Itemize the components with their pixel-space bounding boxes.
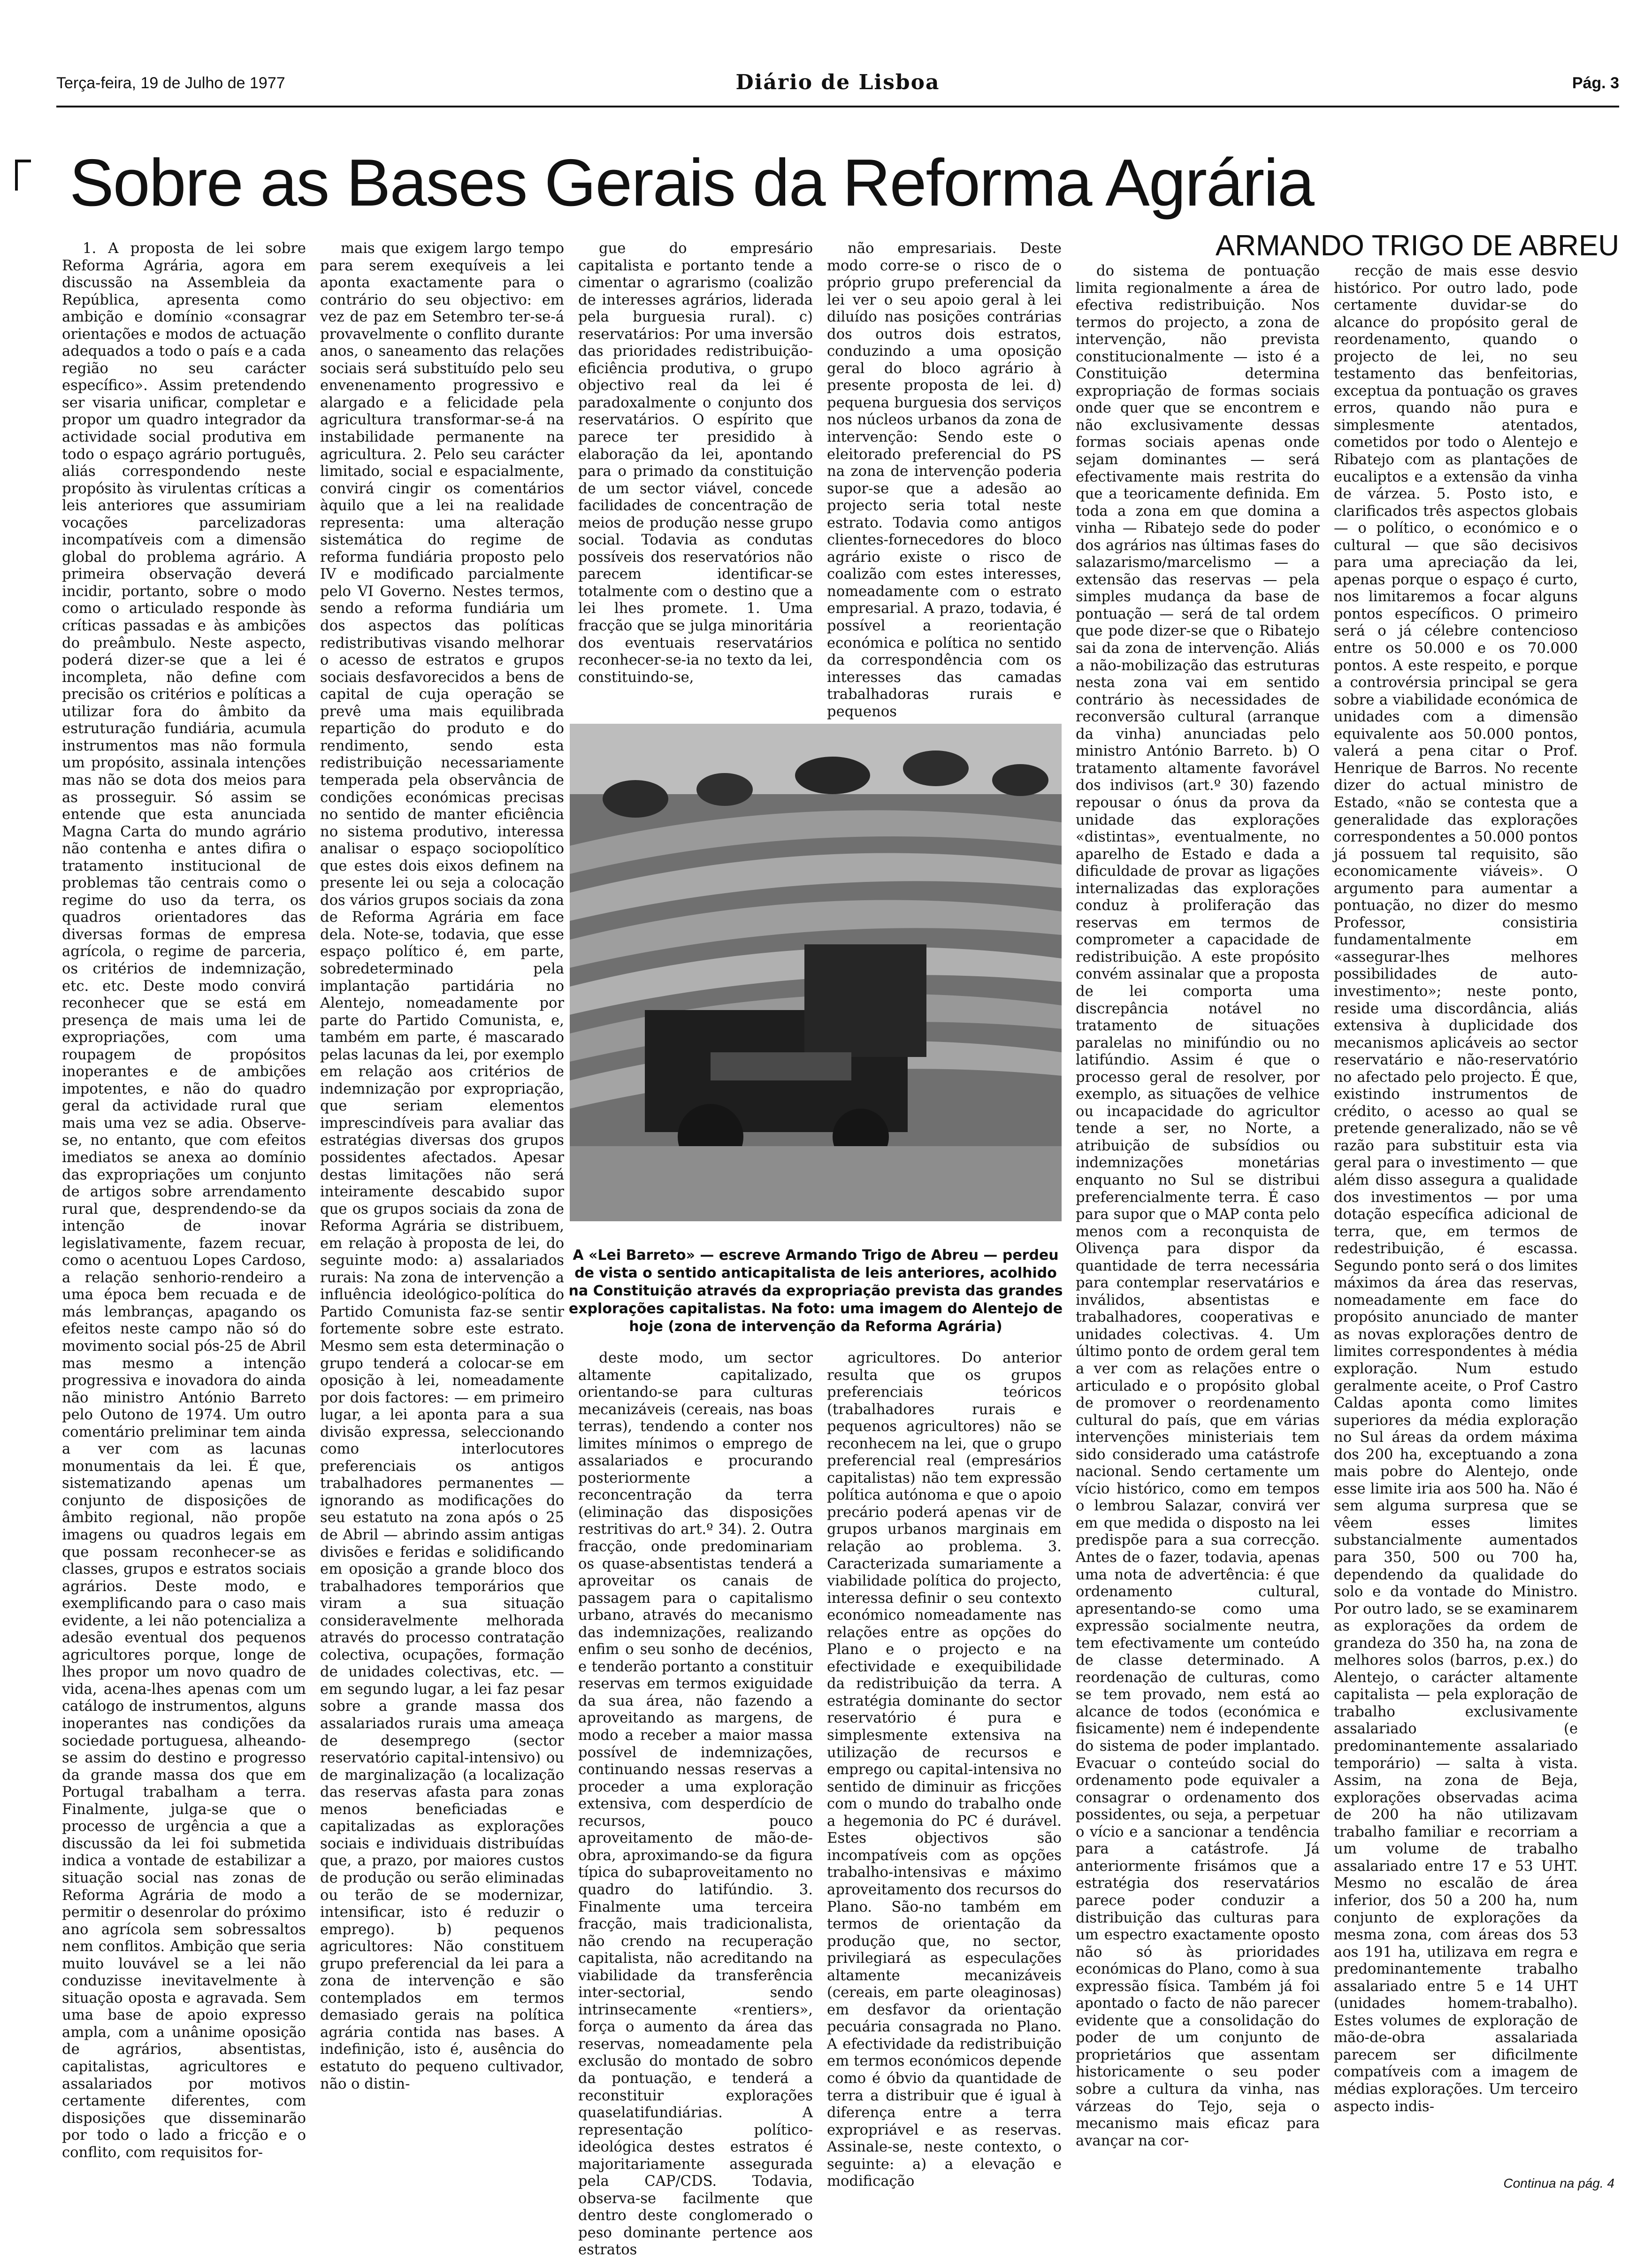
column-2-text: mais que exigem largo tempo para serem exequíveis a lei aponta exactamente para o contrário do seu objectivo: em vez de paz em Setembro ter-se-á provavelmente o conflito durante anos, o saneamento das relações sociais será substituído pelo seu envenenamento progressivo e alargado e a felicidade pela agricultura transformar-se-á na instabilidade permanente na agricultura. 2. Pelo seu carácter limitado, social e espacialmente, convirá cingir os comentários àquilo que a lei na realidade representa: uma alteração sistemática do regime de reforma fundiária proposto pelo IV e modificado parcialmente pelo VI Governo. Nestes termos, sendo a reforma fundiária um dos aspectos das políticas redistributivas visando melhorar o acesso de estratos e grupos sociais desfavorecidos a bens de capital de cuja operação se prevê uma mais equilibrada repartição do produto e do rendimento, sendo esta redistribuição necessariamente temperada pela observância de condições económicas precisas no sentido de manter eficiência no sistema produtivo, interessa analisar o espaço sociopolítico que estes dois eixos definem na presente lei ou seja a colocação dos vários grupos sociais da zona de Reforma Agrária em face dela. Note-se, todavia, que esse espaço político é, em parte, sobredeterminado pela implantação partidária no Alentejo, nomeadamente por parte do Partido Comunista, e, também em parte, é mascarado pelas lacunas da lei, por exemplo em relação aos critérios de indemnização por expropriação, que seriam elementos imprescindíveis para avaliar das estratégias diversas dos grupos possidentes afectados. Apesar destas limitações não será inteiramente descabido supor que os grupos sociais da zona de Reforma Agrária se distribuem, em relação à proposta de lei, do seguinte modo: a) assalariados rurais: Na zona de intervenção a influência ideológico-política do Partido Comunista faz-se sentir fortemente sobre este estrato. Mesmo sem esta determinação o grupo tenderá a colocar-se em oposição à lei, nomeadamente por dois factores: — em primeiro lugar, a lei aponta para a sua divisão expressa, seleccionando como interlocutores preferenciais os antigos trabalhadores permanentes — ignorando as modificações do seu estatuto na zona após o 25 de Abril — abrindo assim antigas divisões e feridas e solidificando em oposição a grande bloco dos trabalhadores temporários que viram a sua situação consideravelmente melhorada através do processo contratação colectiva, ocupações, formação de unidades colectivas, etc. — em segundo lugar, a lei faz pesar sobre a grande massa dos assalariados rurais uma ameaça de desemprego (sector reservatório capital-intensivo) ou de marginalização (a localização das reservas afasta para zonas menos beneficiadas e capitalizadas as explorações sociais e individuais distribuídas que, a prazo, por maiores custos de produção ou serão eliminadas ou terão de se modernizar, intensificar, isto é reduzir o emprego). b) pequenos agricultores: Não constituem grupo preferencial da lei para a zona de intervenção e são contemplados em termos demasiado gerais na política agrária contida nas bases. A indefinição, isto é, ausência do estatuto do pequeno cultivador, não o distin- <box>320 240 564 2092</box>
article-headline: Sobre as Bases Gerais da Reforma Agrária <box>69 145 1314 220</box>
continued-note: Continua na pág. 4 <box>1503 2176 1614 2190</box>
photo-caption: A «Lei Barreto» — escreve Armando Trigo de Abreu — perdeu de vista o sentido anticapitalista de leis anteriores, acolhido na Constituição através da expropriação prevista das grandes explorações capitalistas. Na foto: uma imagem do Alentejo de hoje (zona de intervenção da Reforma Agrária) <box>568 1247 1063 1335</box>
page-number: Pág. 3 <box>1572 74 1619 92</box>
text-column-4-bottom <box>827 1350 1062 2190</box>
column-5-text: do sistema de pontuação limita regionalmente a área de efectiva redistribuição. Nos termos do projecto, a zona de intervenção, não prevista constitucionalmente — isto é a Constituição determina expropriação de formas sociais onde quer que se encontrem e não exclusivamente dessas formas sociais apenas onde sejam dominantes — será efectivamente mais restrita do que a teoricamente definida. Em toda a zona em que domina a vinha — Ribatejo sede do poder dos agrários nas últimas fases do salazarismo/marcelismo — a extensão das reservas — pela simples mudança da base de pontuação — será de tal ordem que pode dizer-se que o Ribatejo sai da zona de intervenção. Aliás a não-mobilização das estruturas nesta zona vai em sentido contrário às necessidades de reconversão cultural (arranque da vinha) anunciadas pelo ministro António Barreto. b) O tratamento altamente favorável dos indivisos (art.º 30) fazendo repousar o ónus da prova da unidade das explorações «distintas», eventualmente, no aparelho de Estado e dada a dificuldade de provar as ligações internalizadas das explorações conduz à proliferação das reservas em termos de comprometer a capacidade de redistribuição. A este propósito convém assinalar que a proposta de lei comporta uma discrepância notável no tratamento de situações paralelas no minifúndio ou no latifúndio. Assim é que o processo geral de resolver, por exemplo, as situações de velhice ou incapacidade do agricultor tende a ser, no Norte, a atribuição de subsídios ou indemnizações monetárias enquanto no Sul se distribui preferencialmente terra. É caso para supor que o MAP conta pelo menos com a reconquista de Olivença para dispor da quantidade de terra necessária para contemplar reservatários e inválidos, absentistas e trabalhadores, cooperativas e unidades colectivas. 4. Um último ponto de ordem geral tem a ver com as relações entre o articulado e o propósito global de promover o reordenamento cultural do país, que em várias intervenções ministeriais tem sido considerado uma catástrofe nacional. Sendo certamente um vício histórico, como em tempos o lembrou Salazar, convirá ver em que medida o disposto na lei predispõe para a sua correcção. Antes de o fazer, todavia, apenas uma nota de advertência: é que ordenamento cultural, apresentando-se como uma expressão socialmente neutra, tem efectivamente um conteúdo de classe determinado. A reordenação de culturas, como se tem provado, nem está ao alcance de todos (económica e fisicamente) nem é independente do sistema de poder implantado. Evacuar o conteúdo social do ordenamento pode equivaler a consagrar o ordenamento dos possidentes, ou seja, a perpetuar o vício e a sancionar a tendência para a catástrofe. Já anteriormente frisámos que a estratégia dos reservatários parece poder conduzir a distribuição das culturas para um espectro exactamente oposto não só às prioridades económicas do Plano, como à sua expressão física. Também já foi apontado o facto de não parecer evidente que a consolidação do poder de um conjunto de proprietários que assentam historicamente o seu poder sobre a cultura da vinha, nas várzeas do Tejo, seja o mecanismo mais eficaz para avançar na cor- <box>1076 263 1320 2149</box>
column-1-text: 1. A proposta de lei sobre Reforma Agrária, agora em discussão na Assembleia da República, apresenta como ambição e domínio «consagrar orientações e modos de actuação adequados a todo o país e a cada região no seu carácter específico». Assim pretendendo ser visaria unificar, completar e propor um quadro integrador da actividade social produtiva em todo o espaço agrário português, aliás correspondendo neste propósito às virulentas críticas a leis anteriores que assumiriam vocações parcelizadoras incompatíveis com a dimensão global do problema agrário. A primeira observação deverá incidir, portanto, sobre o modo como o articulado responde às críticas passadas e às ambições do preâmbulo. Neste aspecto, poderá dizer-se que a lei é incompleta, não define com precisão os critérios e políticas a utilizar fora do âmbito da estruturação fundiária, acumula instrumentos mas não formula um propósito, assinala intenções mas não se dota dos meios para as prosseguir. Só assim se entende que esta anunciada Magna Carta do mundo agrário não contenha e antes difira o tratamento institucional de problemas tão centrais como o regime do uso da terra, os quadros orientadores das diversas formas de empresa agrícola, o regime de parceria, os critérios de indemnização, etc. etc. Deste modo convirá reconhecer que se está em presença de mais uma lei de expropriações, com uma roupagem de propósitos inoperantes e de ambições impotentes, e não do quadro geral da actividade rural que mais uma vez se adia. Observe-se, no entanto, que com efeitos imediatos se anexa ao domínio das expropriações um conjunto de artigos sobre arrendamento rural que, desprendendo-se da intenção de inovar legislativamente, fazem recuar, como o acentuou Lopes Cardoso, a relação senhorio-rendeiro a uma época bem recuada e de más lembranças, apagando os efeitos neste campo não só do movimento social pós-25 de Abril mas mesmo a intenção progressiva e inovadora do ainda não ministro António Barreto pelo Outono de 1974. Um outro comentário preliminar tem ainda a ver com as lacunas monumentais da lei. É que, sistematizando apenas um conjunto de disposições de âmbito regional, não propõe imagens ou quadros legais em que possam reconhecer-se as classes, grupos e estratos sociais agrários. Deste modo, e exemplificando para o caso mais evidente, a lei não potencializa a adesão eventual dos pequenos agricultores porque, longe de lhes propor um novo quadro de vida, acena-lhes apenas com um catálogo de instrumentos, alguns inoperantes nas condições da sociedade portuguesa, alheando-se assim do destino e progresso da grande massa dos que em Portugal trabalham a terra. Finalmente, julga-se que o processo de urgência a que a discussão da lei foi submetida indica a vontade de estabilizar a situação social nas zonas de Reforma Agrária de modo a permitir o desenrolar do próximo ano agrícola sem sobressaltos nem conflitos. Ambição que seria muito louvável se a lei não conduzisse inevitavelmente à situação oposta e agravada. Sem uma base de apoio expresso ampla, com a unânime oposição de agrários, absentistas, capitalistas, agricultores e assalariados por motivos certamente diferentes, com disposições que disseminarão por todo o lado a fricção e o conflito, com requisitos for- <box>62 240 306 2161</box>
photo-illustration <box>570 724 1062 1221</box>
corner-mark <box>15 160 31 191</box>
issue-date: Terça-feira, 19 de Julho de 1977 <box>56 74 285 92</box>
column-3-bottom-text: deste modo, um sector altamente capitalizado, orientando-se para culturas mecanizáveis (cereais, nas boas terras), tendendo a conter nos limites mínimos o emprego de assalariados e procurando posteriormente a reconcentração da terra (eliminação das disposições restritivas do art.º 34). 2. Outra fracção, onde predominariam os quase-absentistas tenderá a aproveitar os canais de passagem para o capitalismo urbano, através do mecanismo das indemnizações, realizando enfim o seu sonho de decénios, e tenderão portanto a constituir reservas em termos exiguidade da sua área, não fazendo a aproveitando as margens, de modo a receber a maior massa possível de indemnizações, continuando nessas reservas a proceder a uma exploração extensiva, com desperdício de recursos, pouco aproveitamento de mão-de-obra, aproximando-se da figura típica do subaproveitamento no quadro do latifúndio. 3. Finalmente uma terceira fracção, mais tradicionalista, não crendo na recuperação capitalista, não acreditando na viabilidade da transferência inter-sectorial, sendo intrinsecamente «rentiers», força o aumento da área das reservas, nomeadamente pela exclusão do montado de sobro da pontuação, e tenderá a reconstituir explorações quaselatifundiárias. A representação político-ideológica destes estratos é majoritariamente assegurada pela CAP/CDS. Todavia, observa-se facilmente que dentro deste conglomerado o peso dominante pertence aos estratos <box>578 1350 813 2259</box>
column-3-top-text: gue do empresário capitalista e portanto tende a cimentar o agrarismo (coalizão de interesses agrários, liderada pela burguesia rural). c) reservatários: Por uma inversão das prioridades redistribuição-eficiência produtiva, o grupo objectivo real da lei é paradoxalmente o conjunto dos reservatários. O espírito que parece ter presidido à elaboração da lei, apontando para o primado da constituição de um sector viável, concede facilidades de concentração de meios de produção nesse grupo social. Todavia as condutas possíveis dos reservatórios não parecem identificar-se totalmente com o destino que a lei lhes promete. 1. Uma fracção que se julga minoritária dos eventuais reservatários reconhecer-se-ia no texto da lei, constituindo-se, <box>578 240 813 686</box>
text-column-1 <box>62 240 306 2174</box>
article-byline: ARMANDO TRIGO DE ABREU <box>1215 230 1619 262</box>
text-column-6 <box>1334 263 1578 2174</box>
text-column-5 <box>1076 263 1320 2174</box>
text-column-2 <box>320 240 564 2174</box>
masthead-rule <box>56 106 1619 107</box>
masthead <box>56 70 1619 103</box>
text-column-4-top <box>827 240 1062 720</box>
column-4-top-text: não empresariais. Deste modo corre-se o risco de o próprio grupo preferencial da lei ver o seu apoio geral à lei diluído nas posições contrárias dos outros dois estratos, conduzindo a uma oposição geral do bloco agrário à presente proposta de lei. d) pequena burguesia dos serviços nos núcleos urbanos da zona de intervenção: Sendo este o eleitorado preferencial do PS na zona de intervenção poderia supor-se que a adesão ao projecto seria total neste estrato. Todavia como antigos clientes-fornecedores do bloco agrário existe o risco de coalizão com estes interesses, nomeadamente com o estrato empresarial. A prazo, todavia, é possível a reorientação económica e política no sentido da correspondência com os interesses das camadas trabalhadoras rurais e pequenos <box>827 240 1062 720</box>
column-4-bottom-text: agricultores. Do anterior resulta que os grupos preferenciais teóricos (trabalhadores rurais e pequenos agricultores) não se reconhecem na lei, que o grupo preferencial real (empresários capitalistas) não tem expressão política autónoma e que o apoio precário poderá apenas vir de grupos urbanos marginais em relação ao problema. 3. Caracterizada sumariamente a viabilidade política do projecto, interessa definir o seu contexto económico nomeadamente nas relações entre as opções do Plano e o projecto e na efectividade e exequibilidade da redistribuição da terra. A estratégia dominante do sector reservatório é pura e simplesmente extensiva na utilização de recursos e emprego ou capital-intensiva no sentido de diminuir as fricções com o mundo do trabalho onde a hegemonia do PC é durável. Estes objectivos são incompatíveis com as opções trabalho-intensivas e máximo aproveitamento dos recursos do Plano. São-no também em termos de orientação da produção que, no sector, privilegiará as especulações altamente mecanizáveis (cereais, em parte oleaginosas) em desfavor da orientação pecuária consagrada no Plano. A efectividade da redistribuição em termos económicos depende como é óbvio da quantidade de terra a distribuir que é igual à diferença entre a terra expropriável e as reservas. Assinale-se, neste contexto, o seguinte: a) a elevação e modificação <box>827 1350 1062 2190</box>
column-6-text: recção de mais esse desvio histórico. Por outro lado, pode certamente duvidar-se do alcance do propósito geral de reordenamento, quando o projecto de lei, no seu testamento das benfeitorias, exceptua da pontuação os graves erros, quando não pura e simplesmente atentados, cometidos por todo o Alentejo e Ribatejo com as plantações de eucaliptos e a extensão da vinha de várzea. 5. Posto isto, e clarificados três aspectos globais — o político, o económico e o cultural — que são decisivos para uma apreciação da lei, apenas porque o espaço é curto, nos limitaremos a focar alguns pontos específicos. O primeiro será o já célebre contencioso entre os 50.000 e os 70.000 pontos. A este respeito, e porque a controvérsia principal se gera sobre a viabilidade económica de unidades com a dimensão equivalente aos 50.000 pontos, valerá a pena citar o Prof. Henrique de Barros. No recente dizer do actual ministro de Estado, «não se contesta que a generalidade das explorações correspondentes a 50.000 pontos já possuem tal requisito, são economicamente viáveis». O argumento para aumentar a pontuação, no dizer do mesmo Professor, consistiria fundamentalmente em «assegurar-lhes melhores possibilidades de auto-investimento»; neste ponto, reside uma discordância, aliás extensiva à duplicidade dos mecanismos aplicáveis ao sector reservatário e não-reservatório no afectado pelo projecto. É que, existindo instrumentos de crédito, o acesso ao qual se pretende generalizado, não se vê razão para substituir esta via geral para o investimento — que além disso assegura a qualidade dos investimentos — por uma dotação específica adicional de terra, que, em termos de redestribuição, é escassa. Segundo ponto será o dos limites máximos da área das reservas, nomeadamente em face do propósito anunciado de manter as novas explorações dentro de limites correspondentes à média exploração. Num estudo geralmente aceite, o Prof Castro Caldas aponta como limites superiores da média exploração no Sul áreas da ordem máxima dos 200 ha, exceptuando a zona mais pobre do Alentejo, onde esse limite iria aos 500 ha. Não é sem alguma surpresa que se vêem esses limites substancialmente aumentados para 350, 500 ou 700 ha, dependendo da qualidade do solo e da vontade do Ministro. Por outro lado, se se examinarem as explorações da ordem de grandeza do 350 ha, na zona de melhores solos (barros, p.ex.) do Alentejo, o carácter altamente capitalista — pela exploração de trabalho exclusivamente assalariado (e predominantemente assalariado temporário) — salta à vista. Assim, na zona de Beja, explorações observadas acima de 200 ha não utilizavam trabalho familiar e recorriam a um volume de trabalho assalariado entre 17 e 53 UHT. Mesmo no escalão de área inferior, dos 50 a 200 ha, num conjunto de explorações da mesma zona, com áreas dos 53 aos 191 ha, utilizava em regra e predominantemente trabalho assalariado entre 5 e 14 UHT (unidades homem-trabalho). Estes volumes de exploração de mão-de-obra assalariada parecem ser dificilmente compatíveis com a imagem de médias explorações. Um terceiro aspecto indis- <box>1334 263 1578 2115</box>
text-column-3-top <box>578 240 813 710</box>
text-column-3-bottom <box>578 1350 813 2259</box>
alentejo-photo <box>570 724 1062 1221</box>
newspaper-name: Diário de Lisboa <box>735 70 940 94</box>
